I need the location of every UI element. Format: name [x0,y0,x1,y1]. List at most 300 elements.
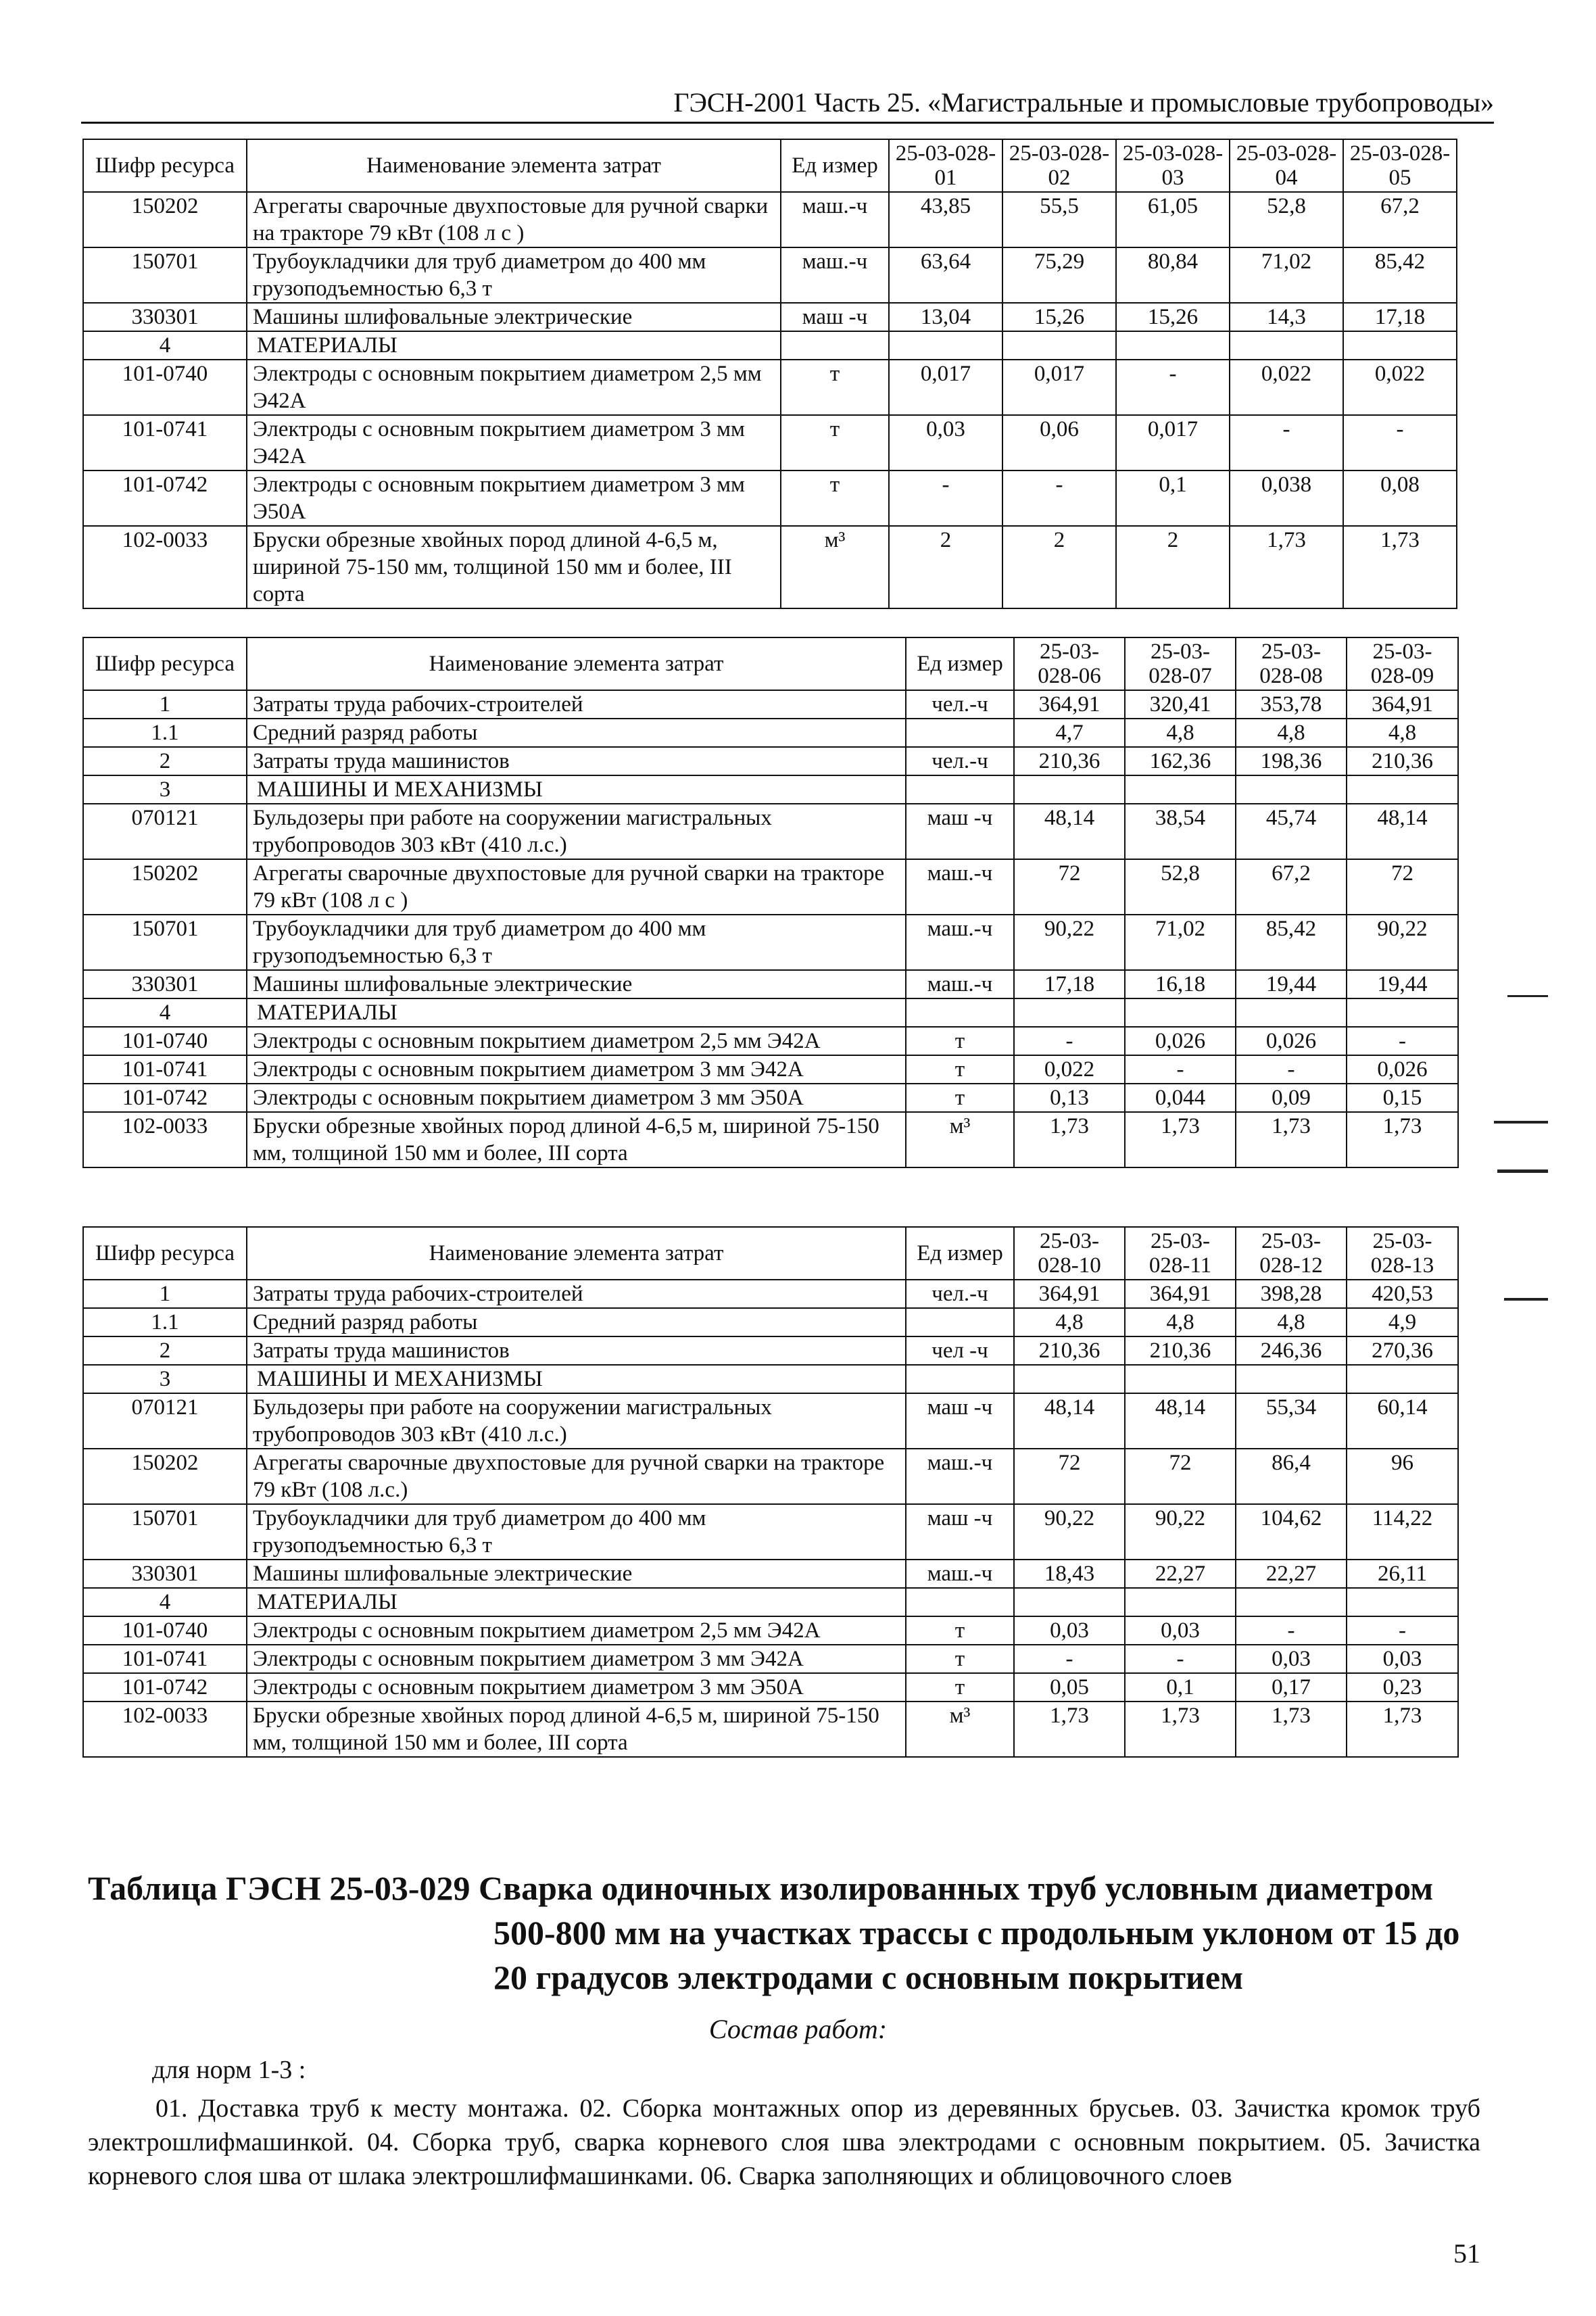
composition-heading: Состав работ: [708,2014,888,2044]
col-header-name: Наименование элемента затрат [247,637,906,690]
unit: маш.-ч [906,1449,1014,1504]
section-row [83,998,1458,1027]
resource-name: Электроды с основным покрытием диаметром 3 мм Э50А [247,1673,906,1702]
norm-value [1230,331,1343,360]
col-header-name: Наименование элемента затрат [247,1227,906,1280]
resource-name: Бруски обрезные хвойных пород длиной 4-6,5 м, шириной 75-150 мм, толщиной 150 мм и более, III сорта [247,1112,906,1167]
norm-value: 71,02 [1125,915,1236,970]
norm-value: 0,022 [1230,360,1343,415]
norm-value: 48,14 [1347,804,1458,859]
norm-value: 75,29 [1002,247,1116,303]
table-row [83,1308,1458,1336]
norm-value: 0,09 [1236,1084,1347,1112]
norm-value: 0,044 [1125,1084,1236,1112]
norm-value: 104,62 [1236,1504,1347,1560]
norm-value: 4,9 [1347,1308,1458,1336]
resource-name: Затраты труда рабочих-строителей [247,690,906,719]
norm-value [1014,775,1125,804]
norm-value: 52,8 [1125,859,1236,915]
section-row [83,775,1458,804]
table-row [83,471,1457,526]
resource-code: 150202 [83,859,247,915]
norm-value: 63,64 [889,247,1002,303]
norm-value: 1,73 [1125,1112,1236,1167]
table-row [83,1084,1458,1112]
resource-code: 101-0742 [83,1673,247,1702]
norm-value: 2 [889,526,1002,608]
table-row [83,1336,1458,1365]
unit: т [906,1616,1014,1645]
norm-value: 0,03 [1125,1616,1236,1645]
norm-value: 16,18 [1125,970,1236,998]
unit: т [781,415,889,471]
section-title: МАТЕРИАЛЫ [247,998,906,1027]
unit: м³ [906,1112,1014,1167]
norm-code-header: 25-03-028-12 [1236,1227,1347,1280]
norm-value: 71,02 [1230,247,1343,303]
table-row [83,415,1457,471]
norm-value [1236,998,1347,1027]
norm-value: 0,05 [1014,1673,1125,1702]
norm-value: 90,22 [1014,915,1125,970]
unit: маш.-ч [906,970,1014,998]
unit [906,998,1014,1027]
norm-value: 1,73 [1347,1112,1458,1167]
resource-code: 070121 [83,804,247,859]
norm-value: 0,03 [1236,1645,1347,1673]
norm-value: 43,85 [889,192,1002,247]
norm-value: 38,54 [1125,804,1236,859]
norm-value: - [1236,1616,1347,1645]
norm-value: 18,43 [1014,1560,1125,1588]
norm-value: 13,04 [889,303,1002,331]
resource-code: 4 [83,1588,247,1616]
norm-value [1125,1588,1236,1616]
unit: маш.-ч [781,247,889,303]
resource-code: 101-0740 [83,1027,247,1055]
norm-value [1014,998,1125,1027]
norm-value: 1,73 [1230,526,1343,608]
norm-value: 22,27 [1125,1560,1236,1588]
unit: маш.-ч [906,859,1014,915]
norm-value: 80,84 [1116,247,1230,303]
resource-code: 101-0741 [83,1645,247,1673]
norm-value: 85,42 [1343,247,1457,303]
unit: т [906,1645,1014,1673]
resource-code: 2 [83,747,247,775]
resource-code: 101-0742 [83,1084,247,1112]
norm-value: 96 [1347,1449,1458,1504]
resource-code: 4 [83,998,247,1027]
norm-value: 320,41 [1125,690,1236,719]
unit: маш -ч [906,804,1014,859]
resource-name: Машины шлифовальные электрические [247,1560,906,1588]
col-header-name: Наименование элемента затрат [247,139,781,192]
norm-value [1014,1588,1125,1616]
norm-value: 270,36 [1347,1336,1458,1365]
norm-code-header: 25-03-028-06 [1014,637,1125,690]
table-row [83,303,1457,331]
col-header-code: Шифр ресурса [83,139,247,192]
resource-code: 1.1 [83,1308,247,1336]
section-title: МАШИНЫ И МЕХАНИЗМЫ [247,775,906,804]
norm-value: 4,7 [1014,719,1125,747]
unit: чел -ч [906,1336,1014,1365]
norm-value: 4,8 [1125,719,1236,747]
resource-name: Средний разряд работы [247,1308,906,1336]
norm-value [1014,1365,1125,1393]
resource-table-2 [82,637,1459,1168]
col-header-unit: Ед измер [906,1227,1014,1280]
table-row [83,526,1457,608]
work-description: 01. Доставка труб к месту монтажа. 02. Сборка монтажных опор из деревянных брусьев. 03. Зачистка кромок труб электрошлифмашинкой. 04. Сборка труб, сварка корневого слоя шва электродами с основным покрытием. 05. Зачистка корневого слоя шва от шлака электрошлифмашинками. 06. Сварка заполняющих и облицовочного слоев [88,2094,1480,2190]
norm-value: 0,06 [1002,415,1116,471]
table-row [83,1504,1458,1560]
resource-name: Средний разряд работы [247,719,906,747]
header-row [83,1227,1458,1280]
norm-value: - [1014,1645,1125,1673]
resource-code: 1.1 [83,719,247,747]
norm-code-header: 25-03-028-08 [1236,637,1347,690]
resource-name: Бруски обрезные хвойных пород длиной 4-6,5 м, шириной 75-150 мм, толщиной 150 мм и более, III сорта [247,526,781,608]
table-row [83,247,1457,303]
norm-value [1347,998,1458,1027]
norm-value: 210,36 [1125,1336,1236,1365]
norm-value [1125,775,1236,804]
resource-name: Бульдозеры при работе на сооружении магистральных трубопроводов 303 кВт (410 л.с.) [247,804,906,859]
norm-value: 1,73 [1343,526,1457,608]
norm-value: 398,28 [1236,1280,1347,1308]
unit [906,1588,1014,1616]
header-row [83,139,1457,192]
norm-value: 72 [1347,859,1458,915]
resource-code: 101-0741 [83,1055,247,1084]
table-row [83,1055,1458,1084]
norm-value: 90,22 [1014,1504,1125,1560]
norm-value: 1,73 [1014,1112,1125,1167]
norm-value: 210,36 [1014,747,1125,775]
norm-code-header: 25-03-028-04 [1230,139,1343,192]
norm-value: - [1343,415,1457,471]
scan-artifact-mark [1504,1298,1548,1301]
table-row [83,719,1458,747]
section-title: МАТЕРИАЛЫ [247,331,781,360]
norm-value: - [1347,1027,1458,1055]
norm-value: 48,14 [1014,804,1125,859]
col-header-code: Шифр ресурса [83,637,247,690]
norm-value [1347,1365,1458,1393]
resource-code: 150202 [83,192,247,247]
table-row [83,1449,1458,1504]
resource-code: 330301 [83,1560,247,1588]
resource-name: Затраты труда машинистов [247,747,906,775]
section-row [83,1588,1458,1616]
norm-value: 61,05 [1116,192,1230,247]
norm-value [1002,331,1116,360]
norm-value: 1,73 [1125,1702,1236,1757]
resource-name: Машины шлифовальные электрические [247,970,906,998]
table-row [83,1702,1458,1757]
unit: т [906,1027,1014,1055]
resource-name: Трубоукладчики для труб диаметром до 400 мм грузоподъемностью 6,3 т [247,1504,906,1560]
unit: т [906,1084,1014,1112]
resource-name: Электроды с основным покрытием диаметром 2,5 мм Э42А [247,1027,906,1055]
norm-value: 0,022 [1014,1055,1125,1084]
unit: маш -ч [906,1504,1014,1560]
resource-name: Машины шлифовальные электрические [247,303,781,331]
norm-code-header: 25-03-028-10 [1014,1227,1125,1280]
norm-value [1347,775,1458,804]
unit: маш.-ч [906,915,1014,970]
norm-value: 90,22 [1347,915,1458,970]
unit [906,1308,1014,1336]
norm-value: 60,14 [1347,1393,1458,1449]
unit: т [906,1055,1014,1084]
unit: т [906,1673,1014,1702]
resource-name: Электроды с основным покрытием диаметром 3 мм Э50А [247,471,781,526]
running-header: ГЭСН-2001 Часть 25. «Магистральные и промысловые трубопроводы» [673,87,1494,118]
norm-value [1125,1365,1236,1393]
resource-code: 150701 [83,1504,247,1560]
norm-value: 0,08 [1343,471,1457,526]
norm-value: 0,1 [1116,471,1230,526]
norm-value: 0,022 [1343,360,1457,415]
norm-code-header: 25-03-028-03 [1116,139,1230,192]
norm-value: - [1014,1027,1125,1055]
norm-value: 0,026 [1125,1027,1236,1055]
norm-value: 1,73 [1236,1702,1347,1757]
resource-name: Бруски обрезные хвойных пород длиной 4-6,5 м, шириной 75-150 мм, толщиной 150 мм и более, III сорта [247,1702,906,1757]
table-row [83,1027,1458,1055]
unit: маш -ч [781,303,889,331]
table-row [83,1112,1458,1167]
table-row [83,859,1458,915]
title-line-1: Таблица ГЭСН 25-03-029 Сварка одиночных изолированных труб условным диаметром [88,1869,1434,1907]
table-row [83,747,1458,775]
unit: м³ [906,1702,1014,1757]
norm-value: 67,2 [1343,192,1457,247]
resource-code: 1 [83,1280,247,1308]
norm-value: 0,15 [1347,1084,1458,1112]
table-row [83,970,1458,998]
norm-value: 364,91 [1125,1280,1236,1308]
norm-value: 0,038 [1230,471,1343,526]
resource-name: Электроды с основным покрытием диаметром 3 мм Э50А [247,1084,906,1112]
table-row [83,690,1458,719]
unit: м³ [781,526,889,608]
norm-code-header: 25-03-028-01 [889,139,1002,192]
resource-code: 101-0741 [83,415,247,471]
table-title [88,1866,1507,2000]
header-row [83,637,1458,690]
norm-value: 15,26 [1116,303,1230,331]
resource-code: 150701 [83,247,247,303]
norm-value: 364,91 [1014,1280,1125,1308]
norm-code-header: 25-03-028-02 [1002,139,1116,192]
section-title: МАШИНЫ И МЕХАНИЗМЫ [247,1365,906,1393]
norm-value: 4,8 [1125,1308,1236,1336]
resource-name: Электроды с основным покрытием диаметром 2,5 мм Э42А [247,360,781,415]
norm-value: 4,8 [1347,719,1458,747]
norm-value: 72 [1014,1449,1125,1504]
norm-value: 0,017 [1116,415,1230,471]
resource-name: Электроды с основным покрытием диаметром 2,5 мм Э42А [247,1616,906,1645]
resource-code: 4 [83,331,247,360]
norm-value: 90,22 [1125,1504,1236,1560]
norm-value: 19,44 [1347,970,1458,998]
norm-value: 26,11 [1347,1560,1458,1588]
section-row [83,331,1457,360]
norm-value: 0,026 [1236,1027,1347,1055]
norm-value: 1,73 [1236,1112,1347,1167]
norm-value: 72 [1014,859,1125,915]
unit [906,775,1014,804]
norm-value: 364,91 [1347,690,1458,719]
resource-name: Электроды с основным покрытием диаметром 3 мм Э42А [247,1645,906,1673]
norm-value: 0,017 [889,360,1002,415]
norm-value: 420,53 [1347,1280,1458,1308]
resource-code: 3 [83,1365,247,1393]
norm-value: 55,34 [1236,1393,1347,1449]
table-row [83,360,1457,415]
norm-value: 14,3 [1230,303,1343,331]
norm-value: - [1230,415,1343,471]
norm-value: 0,03 [889,415,1002,471]
norm-code-header: 25-03-028-09 [1347,637,1458,690]
norm-value: 0,23 [1347,1673,1458,1702]
unit: маш.-ч [906,1560,1014,1588]
norm-code-header: 25-03-028-07 [1125,637,1236,690]
norm-value: 17,18 [1343,303,1457,331]
norm-value: 15,26 [1002,303,1116,331]
norm-value: 52,8 [1230,192,1343,247]
norm-value: 48,14 [1014,1393,1125,1449]
unit: маш.-ч [781,192,889,247]
norm-value: 2 [1116,526,1230,608]
resource-name: Электроды с основным покрытием диаметром 3 мм Э42А [247,415,781,471]
title-line-3: 20 градусов электродами с основным покрытием [493,1958,1244,1996]
norm-value: 114,22 [1347,1504,1458,1560]
norm-code-header: 25-03-028-11 [1125,1227,1236,1280]
table-row [83,1616,1458,1645]
norm-value: 198,36 [1236,747,1347,775]
table-row [83,1393,1458,1449]
unit: чел.-ч [906,690,1014,719]
table-row [83,1673,1458,1702]
norms-label: для норм 1-3 : [152,2056,306,2084]
table-row [83,1280,1458,1308]
norm-value: 0,03 [1347,1645,1458,1673]
norm-value: - [1125,1055,1236,1084]
norm-code-header: 25-03-028-05 [1343,139,1457,192]
norm-value: 210,36 [1347,747,1458,775]
norm-value [1236,1365,1347,1393]
norm-value: - [1116,360,1230,415]
unit: т [781,360,889,415]
section-row [83,1365,1458,1393]
norm-value: - [889,471,1002,526]
title-line-2: 500-800 мм на участках трассы с продольным уклоном от 15 до [493,1914,1460,1952]
resource-name: Бульдозеры при работе на сооружении магистральных трубопроводов 303 кВт (410 л.с.) [247,1393,906,1449]
resource-name: Трубоукладчики для труб диаметром до 400 мм грузоподъемностью 6,3 т [247,915,906,970]
scan-artifact-mark [1494,1121,1548,1124]
norm-value: 0,1 [1125,1673,1236,1702]
norm-value [1236,1588,1347,1616]
norm-value: 86,4 [1236,1449,1347,1504]
resource-table-3 [82,1226,1459,1758]
unit: маш -ч [906,1393,1014,1449]
norm-value: 4,8 [1014,1308,1125,1336]
section-title: МАТЕРИАЛЫ [247,1588,906,1616]
norm-value: 4,8 [1236,719,1347,747]
resource-code: 102-0033 [83,1702,247,1757]
norm-value: 353,78 [1236,690,1347,719]
resource-code: 3 [83,775,247,804]
norm-value [1116,331,1230,360]
page-number: 51 [1453,2238,1480,2269]
norm-value: 67,2 [1236,859,1347,915]
table-row [83,1560,1458,1588]
resource-code: 101-0740 [83,1616,247,1645]
scan-artifact-mark [1497,1169,1548,1173]
norm-value [1125,998,1236,1027]
header-rule [81,122,1494,124]
resource-code: 330301 [83,303,247,331]
norm-value: 0,17 [1236,1673,1347,1702]
resource-name: Агрегаты сварочные двухпостовые для ручной сварки на тракторе 79 кВт (108 л с ) [247,859,906,915]
resource-table-1 [82,139,1457,609]
resource-code: 101-0740 [83,360,247,415]
scan-artifact-mark [1507,995,1548,997]
norm-value [1343,331,1457,360]
unit: т [781,471,889,526]
norm-value: - [1002,471,1116,526]
norm-value [1347,1588,1458,1616]
resource-code: 102-0033 [83,526,247,608]
resource-code: 150202 [83,1449,247,1504]
resource-name: Трубоукладчики для труб диаметром до 400 мм грузоподъемностью 6,3 т [247,247,781,303]
norm-code-header: 25-03-028-13 [1347,1227,1458,1280]
norm-value: 246,36 [1236,1336,1347,1365]
norm-value [889,331,1002,360]
resource-name: Агрегаты сварочные двухпостовые для ручной сварки на тракторе 79 кВт (108 л.с.) [247,1449,906,1504]
resource-code: 1 [83,690,247,719]
norm-value: 17,18 [1014,970,1125,998]
col-header-unit: Ед измер [781,139,889,192]
norm-value: - [1347,1616,1458,1645]
table-row [83,804,1458,859]
norm-value: 19,44 [1236,970,1347,998]
norm-value: 1,73 [1014,1702,1125,1757]
resource-name: Затраты труда машинистов [247,1336,906,1365]
col-header-unit: Ед измер [906,637,1014,690]
norm-value: 55,5 [1002,192,1116,247]
resource-name: Электроды с основным покрытием диаметром 3 мм Э42А [247,1055,906,1084]
resource-code: 102-0033 [83,1112,247,1167]
norm-value: 1,73 [1347,1702,1458,1757]
table-row [83,915,1458,970]
norm-value: 85,42 [1236,915,1347,970]
norm-value: 0,13 [1014,1084,1125,1112]
norm-value: 364,91 [1014,690,1125,719]
norm-value [1236,775,1347,804]
unit [906,719,1014,747]
norm-value: 72 [1125,1449,1236,1504]
resource-code: 150701 [83,915,247,970]
unit: чел.-ч [906,1280,1014,1308]
resource-name: Агрегаты сварочные двухпостовые для ручной сварки на тракторе 79 кВт (108 л с ) [247,192,781,247]
norm-value: 0,026 [1347,1055,1458,1084]
